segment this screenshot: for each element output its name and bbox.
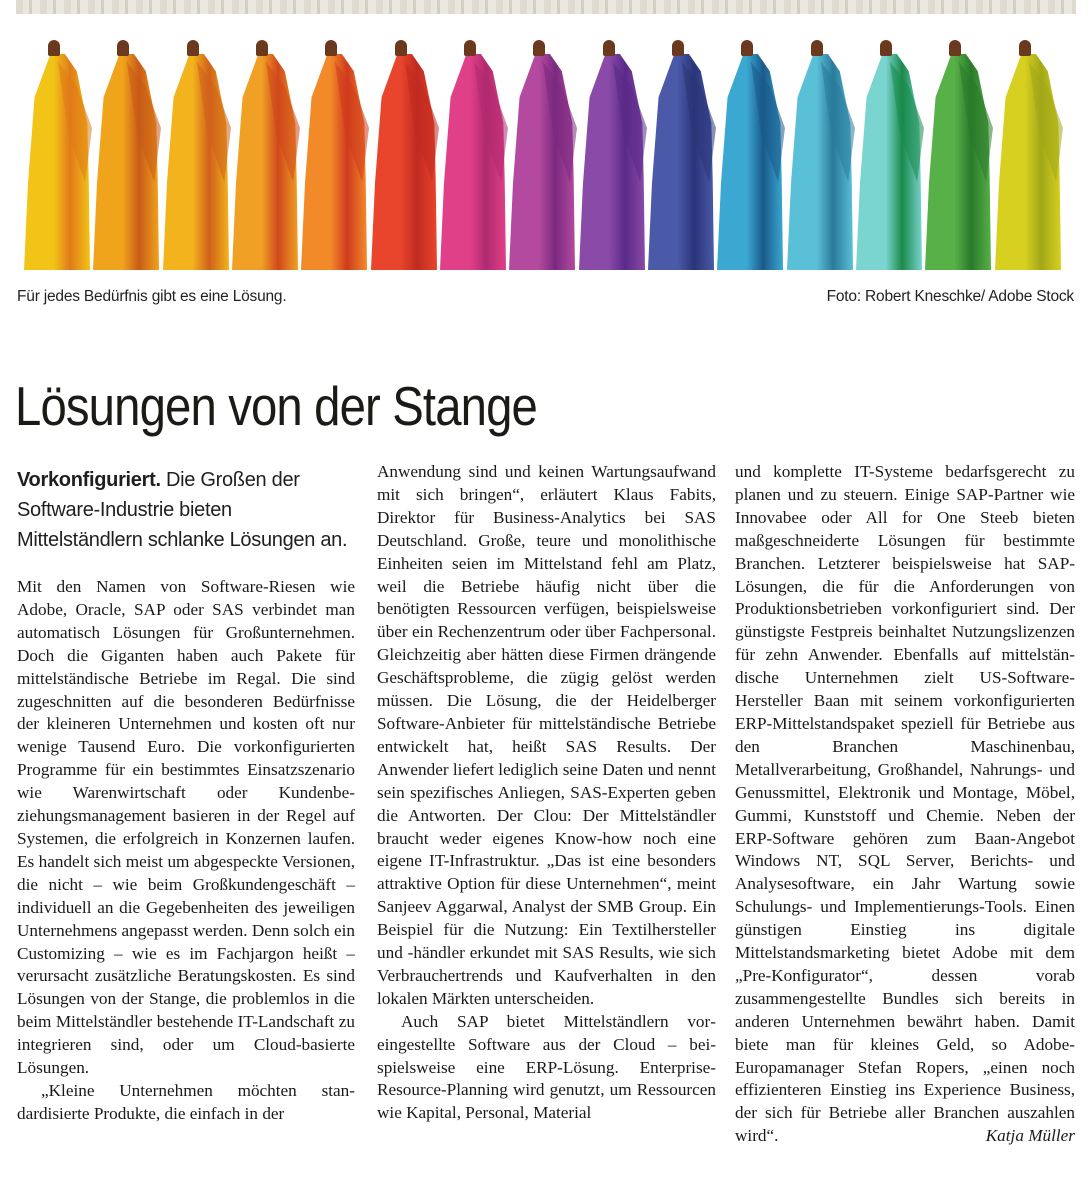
body-column-1: [17, 576, 355, 1126]
hook-icon: [741, 40, 753, 56]
towel: [717, 50, 783, 270]
towel: [925, 50, 991, 270]
paragraph: Anwendung sind und keinen Wartungsaufwand mit sich bringen“, erläutert Klaus Fabits, Direktor für Business-Analytics bei SAS Deutschland. Große, teure und monolithische Einheiten seien im Mittelstand fehl am Platz, weil die Betriebe häufig nicht über die benötigten Ressourcen verfügen, beispielsweise über ein Rechenzentrum oder über Fachpersonal. Gleichzeitig aber hätten diese Firmen drängende Geschäftsprobleme, die zügig gelöst werden müssen. Die Lösung, die der Heidelberger Software-Anbieter für mittelständische Betriebe entwickelt hat, heißt SAS Results. Der Anwender liefert lediglich seine Daten und nennt sein spezifisches Anliegen, SAS-Experten geben die Antworten. Der Clou: Der Mittelständler braucht weder eigenes Know-how noch eine eigene IT-Infrastruktur. „Das ist eine besonders attraktive Option für diese Unternehmen“, meint Sanjeev Aggarwal, Analyst der SMB Group. Ein Beispiel für die Nutzung: Ein Textilhersteller und -händler erkundet mit SAS Results, wie sich Verbrauchertrends und Kaufverhalten in den lokalen Märkten unterscheiden.: [377, 462, 716, 1008]
towel: [93, 50, 159, 270]
article-lead: [17, 465, 362, 555]
towel: [995, 50, 1061, 270]
towel: [509, 50, 575, 270]
paragraph: Auch SAP bietet Mittelständlern voreingestellte Software aus der Cloud – beispielsweise eine ERP-Lösung. Enterprise-Resource-Planning wird genutzt, um Ressourcen wie Kapital, Personal, Material: [377, 1011, 716, 1123]
towel: [232, 50, 298, 270]
towels-photo: [20, 30, 1076, 270]
hook-icon: [256, 40, 268, 56]
photo-caption: Für jedes Bedürfnis gibt es eine Lösung.: [17, 288, 287, 305]
hook-icon: [949, 40, 961, 56]
towel: [371, 50, 437, 270]
towel: [579, 50, 645, 270]
hook-icon: [117, 40, 129, 56]
towel: [787, 50, 853, 270]
top-decorative-strip: [16, 0, 1076, 14]
author-byline: Katja Müller: [985, 1126, 1075, 1146]
photo-credit: Foto: Robert Kneschke/ Adobe Stock: [826, 288, 1074, 305]
hook-icon: [48, 40, 60, 56]
paragraph-text: und komplette IT-Systeme bedarfsgerecht zu planen und zu steuern. Einige SAP-Partner wie Innovabee oder All for One Steeb bieten maßgeschneiderte Lösungen für bestimmte Branchen. Letzterer beispielsweise hat SAP-Lösungen, die für die Anforderungen von Produktionsbetrieben vorkonfiguriert sind. Der günstigste Festpreis beinhaltet Nutzungslizenzen für zehn Anwender. Ebenfalls auf mittelständische Unternehmen zielt US-Software-Hersteller Baan mit seinem vorkonfigurierten ERP-Mittelstandspaket speziell für Betriebe aus den Branchen Maschinenbau, Metallverarbeitung, Großhandel, Nahrungs- und Genussmittel, Elektronik und Montage, Möbel, Gummi, Kunststoff und Chemie. Neben der ERP-Software gehören zum Baan-Angebot Windows NT, SQL Server, Berichts- und Analysesoftware, ein Jahr Wartung sowie Schulungs- und Implementierungs-Tools. Einen günstigen Einstieg ins digitale Mittelstandsmarketing bietet Adobe mit dem „Pre-Konfigurator“, dessen vorab zusammengestellte Bundles sich bereits in anderen Unternehmen bewährt haben. Damit biete man für kleines Geld, so Adobe-Europamanager Stefan Ropers, „einen noch effizienteren Einstieg ins Experience Business, der sich für Betriebe aller Branchen auszahlen wird“.: [735, 462, 1075, 1146]
paragraph: [735, 461, 1075, 1148]
towel: [24, 50, 90, 270]
paragraph: Mit den Namen von Software-Riesen wie Adobe, Oracle, SAP oder SAS verbindet man automatisch Lösungen für Großunternehmen. Doch die Giganten haben auch Pakete für mittelständische Betriebe im Regal. Die sind zugeschnitten auf die besonderen Bedürfnisse der kleineren Unternehmen und kosten oft nur wenige Tausend Euro. Die vorkonfigurierten Programme für ein bestimmtes Einsatzszenario wie Warenwirtschaft oder Kundenbeziehungsmanagement basieren in der Regel auf Systemen, die erfolgreich in Konzernen laufen. Es handelt sich meist um abgespeckte Versionen, die nicht – wie beim Großkundengeschäft – individuell an die Gegebenheiten des jeweiligen Unternehmens angepasst werden. Denn solch ein Customizing – wie es im Fachjargon heißt – verursacht zusätzliche Beratungskosten. Es sind Lösungen von der Stange, die problemlos in die beim Mittelständler bestehende IT-Landschaft zu integrieren sind, oder um Cloud-basierte Lösungen.: [17, 577, 355, 1078]
paragraph: „Kleine Unternehmen möchten standardisierte Produkte, die einfach in der: [17, 1080, 355, 1123]
towel: [856, 50, 922, 270]
hook-icon: [811, 40, 823, 56]
hook-icon: [395, 40, 407, 56]
towel: [163, 50, 229, 270]
towel: [440, 50, 506, 270]
towel: [648, 50, 714, 270]
hook-icon: [880, 40, 892, 56]
hook-icon: [187, 40, 199, 56]
body-column-2: [377, 461, 716, 1125]
hook-icon: [1019, 40, 1031, 56]
hook-icon: [603, 40, 615, 56]
hook-icon: [325, 40, 337, 56]
hook-icon: [464, 40, 476, 56]
article-headline: Lösungen von der Stange: [15, 374, 537, 437]
lead-text: Die Großen der Software-Industrie bieten Mittelständlern schlanke Lösungen an.: [17, 469, 348, 551]
lead-kicker: Vorkonfiguriert.: [17, 469, 161, 491]
body-column-3: [735, 461, 1075, 1148]
hook-icon: [533, 40, 545, 56]
hook-icon: [672, 40, 684, 56]
towel: [301, 50, 367, 270]
